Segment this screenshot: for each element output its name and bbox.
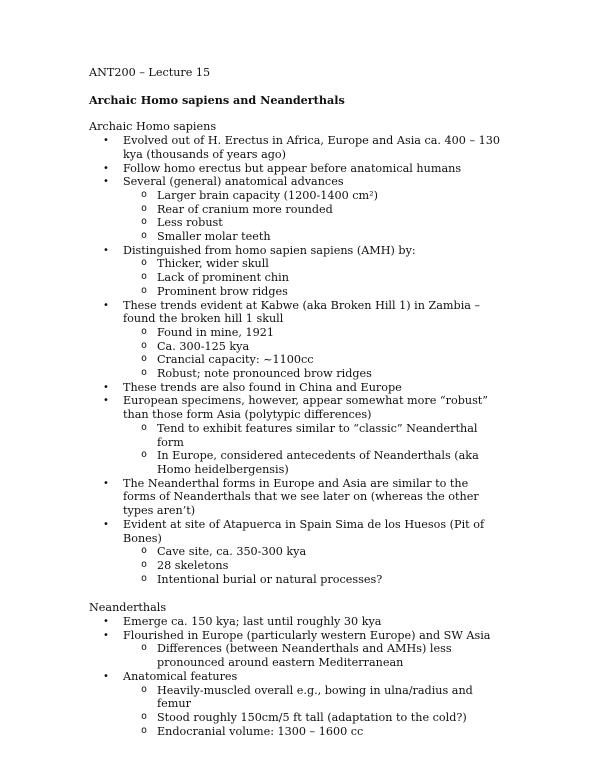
sub-bullet-list bbox=[123, 642, 519, 669]
bullet-text: • Anatomical features bbox=[123, 669, 238, 683]
sub-bullet-item: o Rear of cranium more rounded bbox=[123, 203, 503, 217]
bullet-item bbox=[89, 244, 519, 299]
lecture-title: Archaic Homo sapiens and Neanderthals bbox=[89, 92, 345, 107]
notes-body bbox=[89, 120, 519, 738]
bullet-item bbox=[89, 162, 519, 176]
bullet-text: • Follow homo erectus but appear before anatomical humans bbox=[123, 161, 462, 175]
bullet-text: • Evident at site of Atapuerca in Spain Sima de los Huesos (Pit of Bones) bbox=[123, 517, 485, 545]
sub-bullet-item: o Heavily-muscled overall e.g., bowing in ulna/radius and femur bbox=[123, 684, 503, 711]
bullet-item bbox=[89, 477, 519, 518]
bullet-list bbox=[89, 134, 519, 586]
sub-bullet-item: o Intentional burial or natural processes? bbox=[123, 573, 503, 587]
sub-bullet-item: o Cave site, ca. 350-300 kya bbox=[123, 545, 503, 559]
sub-bullet-list bbox=[123, 189, 519, 244]
sub-bullet-list bbox=[123, 422, 519, 477]
bullet-text: • Flourished in Europe (particularly western Europe) and SW Asia bbox=[123, 628, 491, 642]
sub-bullet-item: o Thicker, wider skull bbox=[123, 257, 503, 271]
bullet-item bbox=[89, 615, 519, 629]
bullet-item bbox=[89, 629, 519, 670]
sub-bullet-item: o Larger brain capacity (1200-1400 cm²) bbox=[123, 189, 503, 203]
sub-bullet-item: o Stood roughly 150cm/5 ft tall (adaptation to the cold?) bbox=[123, 711, 503, 725]
course-label: ANT200 – Lecture 15 bbox=[89, 66, 211, 79]
sub-bullet-item: o Smaller molar teeth bbox=[123, 230, 503, 244]
sub-bullet-item: o Tend to exhibit features similar to “classic” Neanderthal form bbox=[123, 422, 503, 449]
bullet-text: • Evolved out of H. Erectus in Africa, Europe and Asia ca. 400 – 130 kya (thousands of years ago) bbox=[123, 134, 500, 161]
bullet-item bbox=[89, 670, 519, 739]
bullet-text: • European specimens, however, appear somewhat more “robust” than those form Asia (polytypic differences) bbox=[123, 394, 489, 422]
bullet-text: • Distinguished from homo sapien sapiens (AMH) by: bbox=[123, 243, 416, 257]
bullet-text: • Several (general) anatomical advances bbox=[123, 175, 344, 189]
bullet-item bbox=[89, 134, 519, 161]
sub-bullet-list bbox=[123, 257, 519, 298]
sub-bullet-item: o Crancial capacity: ~1100cc bbox=[123, 353, 503, 367]
document-page bbox=[89, 66, 519, 738]
sub-bullet-item: o 28 skeletons bbox=[123, 559, 503, 573]
sub-bullet-item: o Prominent brow ridges bbox=[123, 285, 503, 299]
sub-bullet-list bbox=[123, 545, 519, 586]
sub-bullet-list bbox=[123, 684, 519, 739]
sub-bullet-list bbox=[123, 326, 519, 381]
bullet-text: • Emerge ca. 150 kya; last until roughly 30 kya bbox=[123, 615, 382, 629]
section-heading: Archaic Homo sapiens bbox=[89, 120, 217, 134]
section-heading: Neanderthals bbox=[89, 601, 167, 615]
bullet-item bbox=[89, 518, 519, 587]
sub-bullet-item: o Lack of prominent chin bbox=[123, 271, 503, 285]
bullet-item bbox=[89, 299, 519, 381]
bullet-text: • These trends are also found in China and Europe bbox=[123, 380, 402, 394]
sub-bullet-item: o Ca. 300-125 kya bbox=[123, 340, 503, 354]
sub-bullet-item: o In Europe, considered antecedents of Neanderthals (aka Homo heidelbergensis) bbox=[123, 449, 503, 476]
bullet-list bbox=[89, 615, 519, 738]
sub-bullet-item: o Less robust bbox=[123, 216, 503, 230]
sub-bullet-item: o Endocranial volume: 1300 – 1600 cc bbox=[123, 725, 503, 739]
bullet-item bbox=[89, 394, 519, 476]
bullet-item bbox=[89, 381, 519, 395]
sub-bullet-item: o Robust; note pronounced brow ridges bbox=[123, 367, 503, 381]
bullet-item bbox=[89, 175, 519, 244]
bullet-text: • These trends evident at Kabwe (aka Broken Hill 1) in Zambia – found the broken hill 1 skull bbox=[123, 298, 481, 326]
bullet-text: • The Neanderthal forms in Europe and Asia are similar to the forms of Neanderthals that we see later on (whereas the other types aren’t) bbox=[123, 476, 479, 518]
sub-bullet-item: o Differences (between Neanderthals and AMHs) less pronounced around eastern Mediterranean bbox=[123, 642, 503, 669]
sub-bullet-item: o Found in mine, 1921 bbox=[123, 326, 503, 340]
